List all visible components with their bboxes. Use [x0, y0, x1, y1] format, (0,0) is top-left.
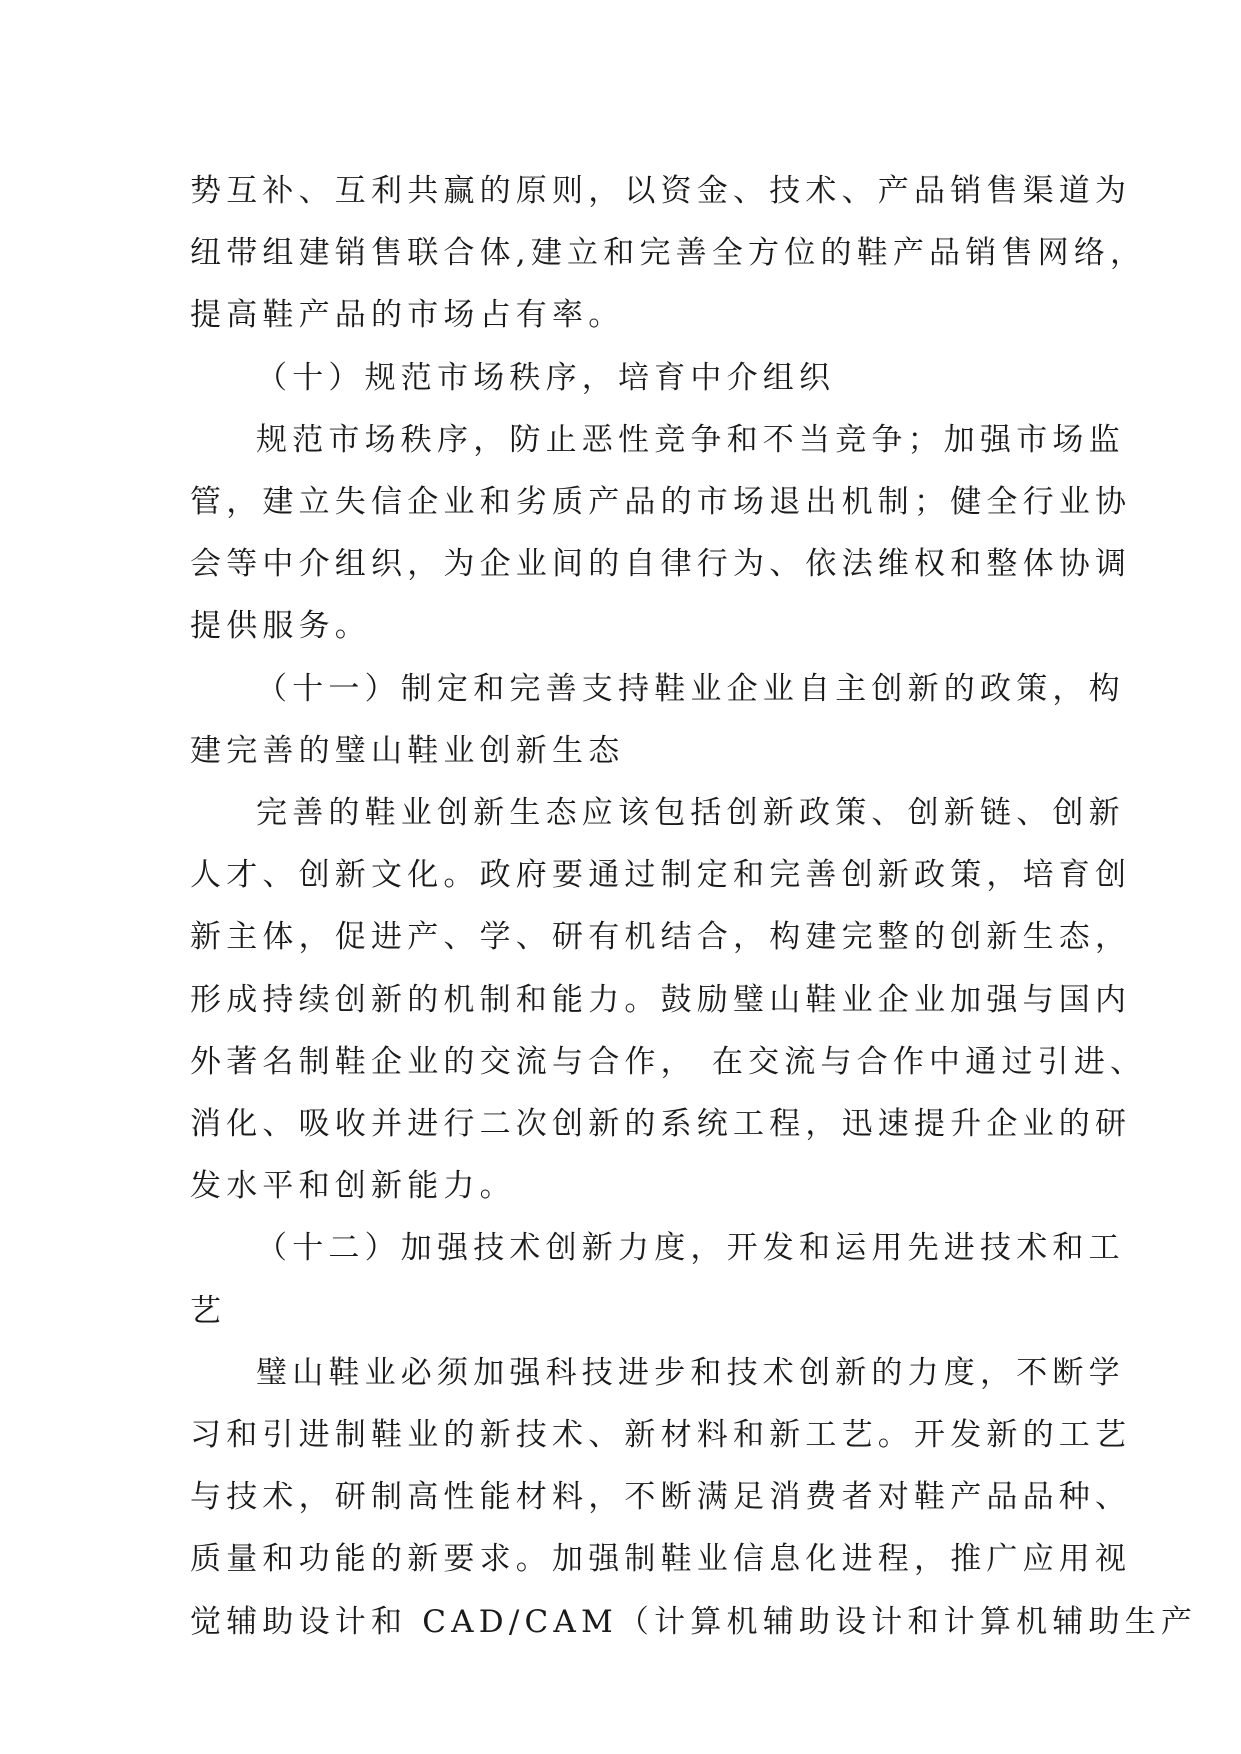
section-heading-12 — [190, 1217, 1125, 1341]
text-line: 会等中介组织，为企业间的自律行为、依法维权和整体协调 — [190, 546, 1132, 583]
text-line: 管，建立失信企业和劣质产品的市场退出机制；健全行业协 — [190, 484, 1132, 521]
heading-line: 艺 — [190, 1292, 227, 1329]
text-line: 完善的鞋业创新生态应该包括创新政策、创新链、创新 — [256, 795, 1125, 832]
text-line: 质量和功能的新要求。加强制鞋业信息化进程，推广应用视 — [190, 1541, 1132, 1578]
text-line: 消化、吸收并进行二次创新的系统工程，迅速提升企业的研 — [190, 1106, 1132, 1143]
text-line: 形成持续创新的机制和能力。鼓励璧山鞋业企业加强与国内 — [190, 981, 1132, 1018]
text-line: 习和引进制鞋业的新技术、新材料和新工艺。开发新的工艺 — [190, 1417, 1132, 1454]
paragraph-tech-innovation — [190, 1342, 1198, 1653]
text-line: 觉辅助设计和 CAD/CAM（计算机辅助设计和计算机辅助生产 — [190, 1603, 1198, 1640]
document-body — [190, 160, 1198, 1653]
text-line: 人才、创新文化。政府要通过制定和完善创新政策，培育创 — [190, 857, 1132, 894]
heading-line: （十）规范市场秩序，培育中介组织 — [256, 359, 836, 396]
text-line: 与技术，研制高性能材料，不断满足消费者对鞋产品品种、 — [190, 1479, 1132, 1516]
text-line: 璧山鞋业必须加强科技进步和技术创新的力度，不断学 — [256, 1354, 1125, 1391]
heading-line: （十一）制定和完善支持鞋业企业自主创新的政策，构 — [256, 670, 1125, 707]
heading-line: （十二）加强技术创新力度，开发和运用先进技术和工 — [256, 1230, 1125, 1267]
text-line: 规范市场秩序，防止恶性竞争和不当竞争；加强市场监 — [256, 421, 1125, 458]
section-heading-11 — [190, 658, 1125, 782]
text-line: 外著名制鞋企业的交流与合作， 在交流与合作中通过引进、 — [190, 1043, 1147, 1080]
text-line: 发水平和创新能力。 — [190, 1168, 516, 1205]
text-line: 纽带组建销售联合体,建立和完善全方位的鞋产品销售网络， — [190, 235, 1147, 272]
section-heading-10 — [190, 347, 1070, 409]
text-line: 提高鞋产品的市场占有率。 — [190, 297, 625, 334]
paragraph-continuation — [190, 160, 1147, 347]
text-line: 势互补、互利共赢的原则，以资金、技术、产品销售渠道为 — [190, 173, 1132, 209]
paragraph-market-order — [190, 409, 1132, 658]
paragraph-innovation-ecosystem — [190, 782, 1147, 1217]
text-line: 新主体，促进产、学、研有机结合，构建完整的创新生态， — [190, 919, 1132, 956]
text-line: 提供服务。 — [190, 608, 371, 645]
heading-line: 建完善的璧山鞋业创新生态 — [190, 732, 625, 769]
